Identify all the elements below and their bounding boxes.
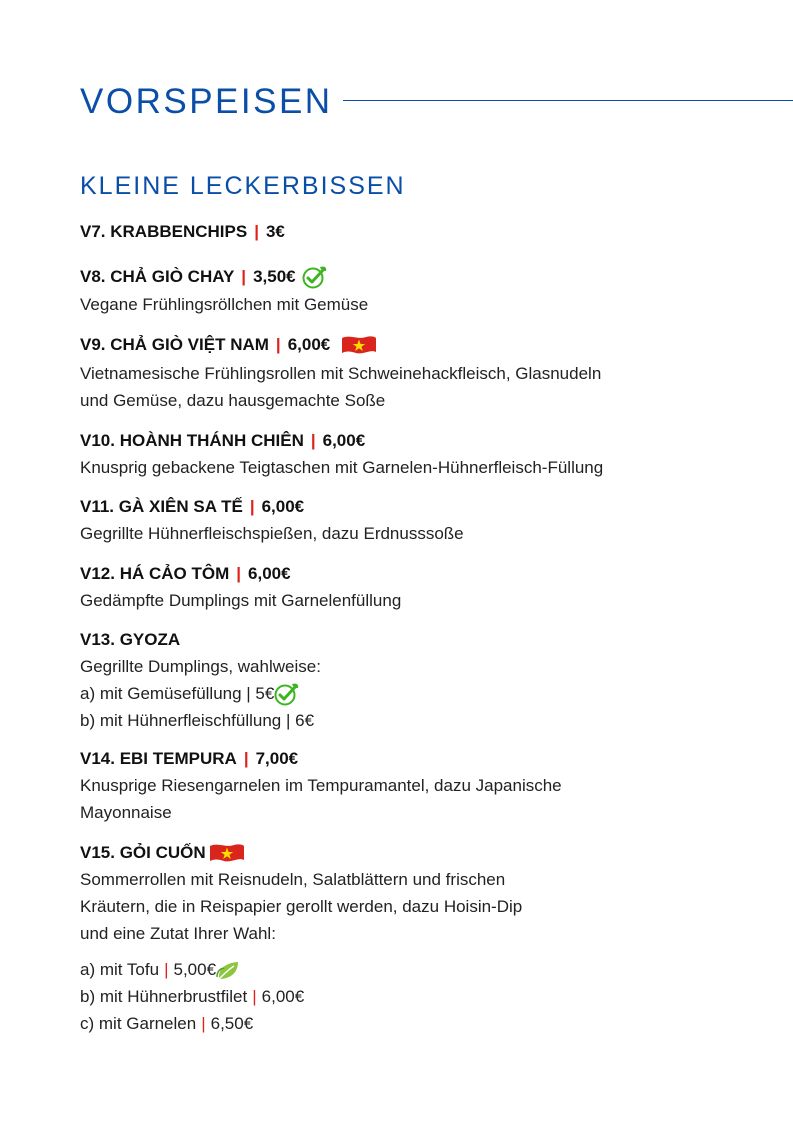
price-separator: | <box>275 335 281 354</box>
vegan-check-icon <box>302 265 328 289</box>
item-description: Knusprig gebackene Teigtaschen mit Garnelen-Hühnerfleisch-Füllung <box>80 458 604 477</box>
price-separator: | <box>243 749 249 768</box>
option-a <box>80 956 760 983</box>
menu-item-v10 <box>80 430 760 481</box>
item-description-line: und Gemüse, dazu hausgemachte Soße <box>80 391 386 410</box>
item-description-line: Mayonnaise <box>80 803 172 822</box>
option-price: 5,00€ <box>173 960 217 979</box>
item-price: 6,00€ <box>322 431 366 450</box>
price-separator: | <box>164 960 169 979</box>
menu-item-v8 <box>80 265 760 318</box>
item-description-line: Kräutern, die in Reispapier gerollt werden, dazu Hoisin-Dip <box>80 897 523 916</box>
item-name: V9. CHẢ GIÒ VIỆT NAM <box>80 335 269 354</box>
item-description-line: Vietnamesische Frühlingsrollen mit Schweinehackfleisch, Glasnudeln <box>80 364 602 383</box>
page-title: VORSPEISEN <box>80 82 333 121</box>
item-description-line: und eine Zutat Ihrer Wahl: <box>80 924 276 943</box>
item-name: V8. CHẢ GIÒ CHAY <box>80 267 235 286</box>
item-description-line: Knusprige Riesengarnelen im Tempuramantel, dazu Japanische <box>80 776 562 795</box>
option-label: b) mit Hühnerbrustfilet <box>80 987 248 1006</box>
option-price: 6,50€ <box>210 1014 254 1033</box>
title-divider <box>343 100 793 101</box>
price-separator: | <box>236 564 242 583</box>
price-separator: | <box>241 267 247 286</box>
menu-item-v7 <box>80 221 760 243</box>
price-separator: | <box>249 497 255 516</box>
option-c <box>80 1010 760 1037</box>
option-b <box>80 983 760 1010</box>
item-description: Gegrillte Hühnerfleischspießen, dazu Erdnusssoße <box>80 524 464 543</box>
menu-item-v9 <box>80 334 760 414</box>
item-price: 3,50€ <box>253 267 296 286</box>
option-a <box>80 680 760 707</box>
section-title: KLEINE LECKERBISSEN <box>80 172 406 200</box>
item-name: V13. GYOZA <box>80 630 181 649</box>
item-name: V7. KRABBENCHIPS <box>80 222 248 241</box>
option-b: b) mit Hühnerfleischfüllung | 6€ <box>80 711 315 730</box>
item-description: Gegrillte Dumplings, wahlweise: <box>80 657 321 676</box>
menu-item-v15 <box>80 842 760 1037</box>
price-separator: | <box>310 431 316 450</box>
price-separator: | <box>201 1014 206 1033</box>
price-separator: | <box>252 987 257 1006</box>
menu-item-v11 <box>80 496 760 547</box>
item-name: V10. HOÀNH THÁNH CHIÊN <box>80 431 304 450</box>
option-label: a) mit Tofu <box>80 960 160 979</box>
menu-item-v14 <box>80 748 760 826</box>
price-separator: | <box>254 222 259 241</box>
vietnam-flag-icon <box>340 334 378 356</box>
item-price: 6,00€ <box>261 497 305 516</box>
vietnam-flag-icon <box>208 842 246 864</box>
item-name: V12. HÁ CẢO TÔM <box>80 564 230 583</box>
option-label: c) mit Garnelen <box>80 1014 197 1033</box>
option-price: 6,00€ <box>261 987 305 1006</box>
item-price: 6,00€ <box>287 335 331 354</box>
item-price: 6,00€ <box>248 564 291 583</box>
item-price: 7,00€ <box>255 749 299 768</box>
item-name: V15. GỎI CUỐN <box>80 843 206 862</box>
item-price: 3€ <box>265 222 285 241</box>
menu-item-v12 <box>80 563 760 614</box>
item-description: Gedämpfte Dumplings mit Garnelenfüllung <box>80 591 402 610</box>
vegan-check-icon <box>274 682 300 706</box>
menu-item-v13 <box>80 629 760 734</box>
item-name: V14. EBI TEMPURA <box>80 749 237 768</box>
item-name: V11. GÀ XIÊN SA TẾ <box>80 497 243 516</box>
option-label: a) mit Gemüsefüllung | 5€ <box>80 684 275 703</box>
item-description: Vegane Frühlingsröllchen mit Gemüse <box>80 295 369 314</box>
leaf-icon <box>216 959 240 981</box>
item-description-line: Sommerrollen mit Reisnudeln, Salatblättern und frischen <box>80 870 506 889</box>
